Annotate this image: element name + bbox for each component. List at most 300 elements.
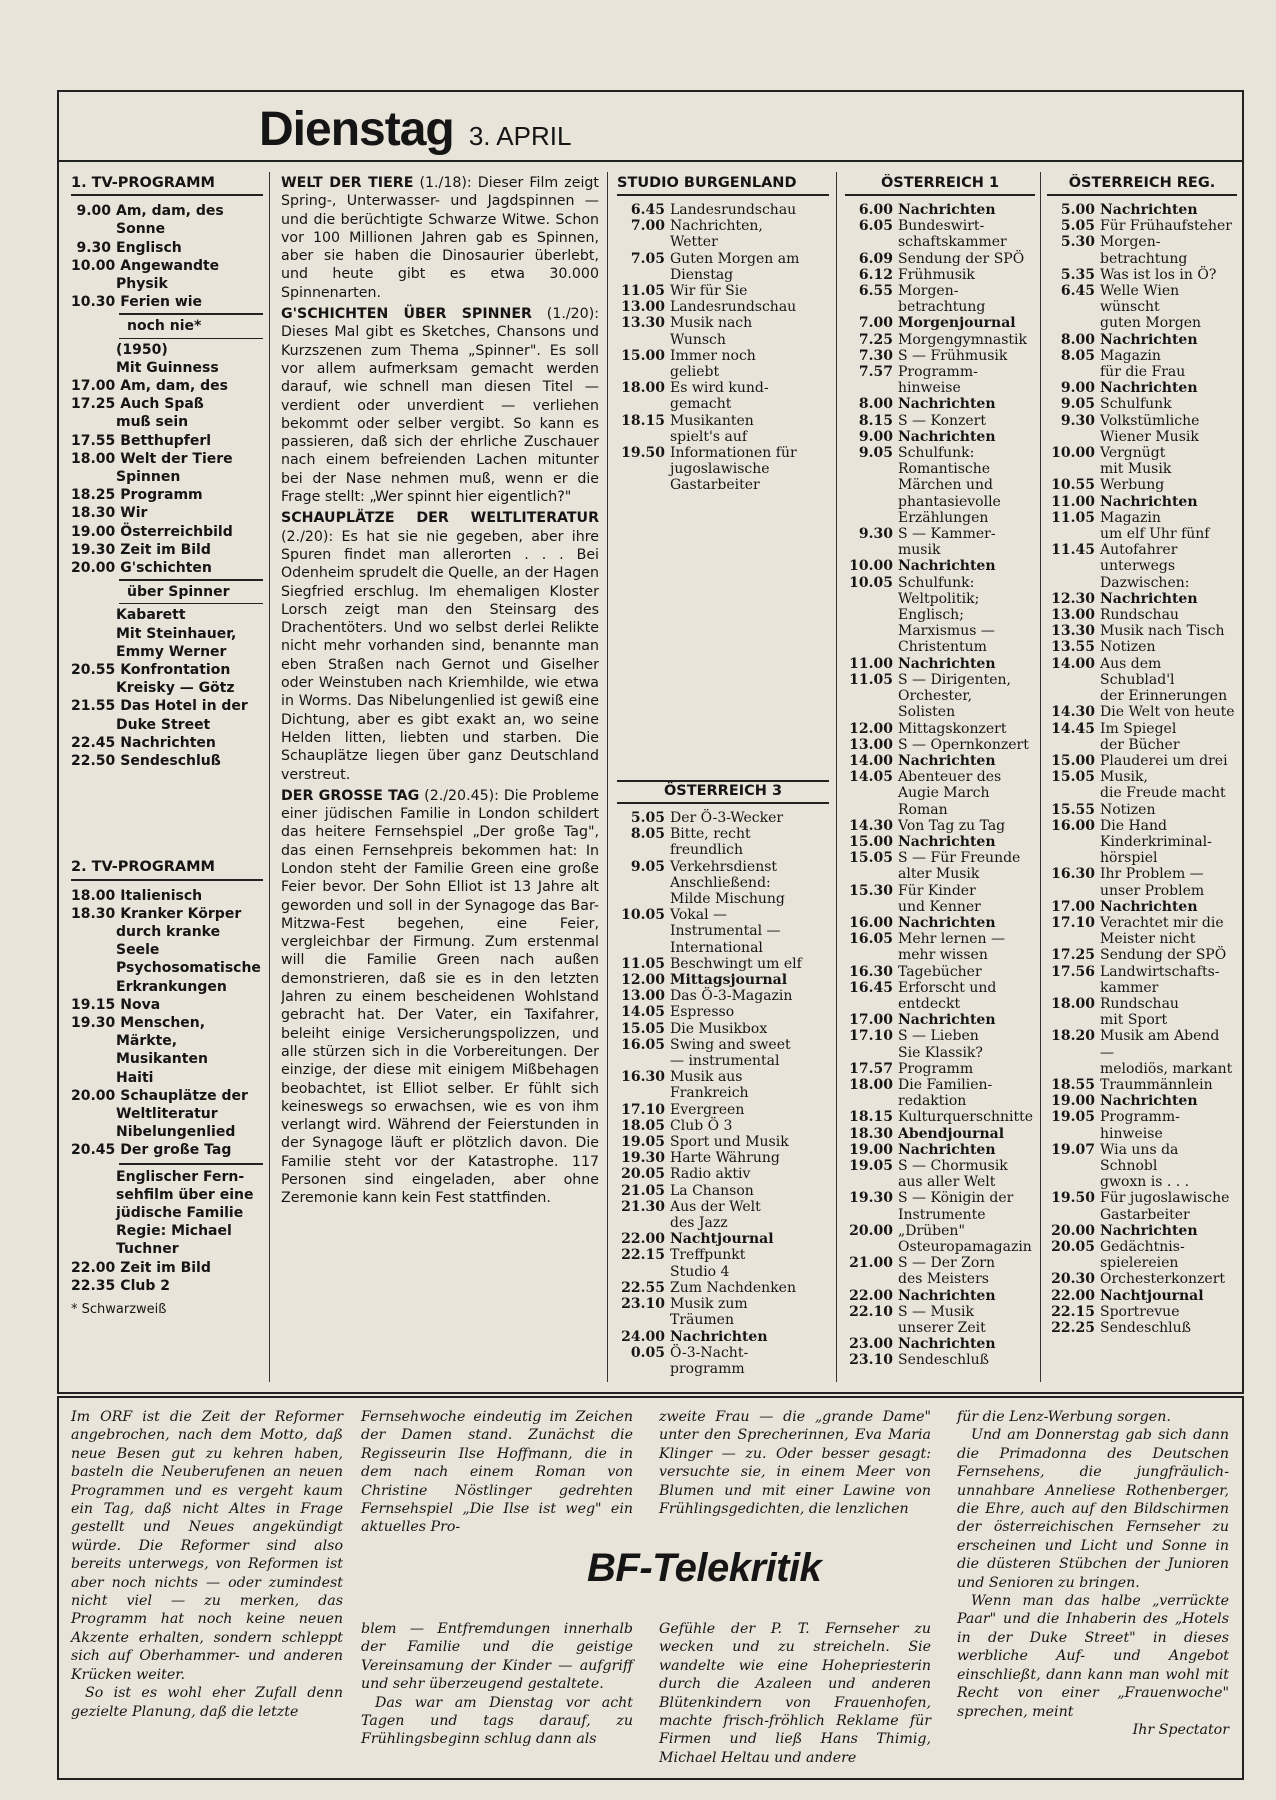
schedule-title: Der große Tag: [120, 1142, 232, 1159]
schedule-title: Österreichbild: [120, 523, 233, 540]
schedule-row: [617, 429, 829, 445]
schedule-title: Sendeschluß: [898, 1352, 990, 1369]
schedule-title: S — Frühmusik: [898, 347, 1008, 364]
schedule-row: [71, 661, 263, 679]
schedule-row: [617, 1199, 829, 1215]
schedule-title: Das Hotel in der: [120, 698, 248, 715]
schedule-time: [845, 607, 898, 623]
schedule-row: [1047, 737, 1237, 753]
schedule-row: [617, 1231, 829, 1247]
schedule-row: [845, 1336, 1035, 1352]
schedule-time: [845, 866, 898, 882]
schedule-title: Seele: [116, 942, 160, 959]
schedule-title: Instrumental —: [670, 923, 781, 940]
schedule-time: [845, 234, 898, 250]
schedule-row: [845, 542, 1035, 558]
schedule-row: [71, 1069, 263, 1087]
schedule-title: Tuchner: [116, 1241, 179, 1258]
schedule-title: Kinderkriminal-: [1100, 833, 1212, 850]
schedule-row: [845, 315, 1035, 331]
schedule-time: 16.30: [621, 1069, 665, 1086]
schedule-time: 16.05: [849, 931, 893, 948]
schedule-time: 11.05: [1051, 509, 1095, 526]
schedule-title: Autofahrer: [1100, 542, 1178, 559]
schedule-time: 12.00: [621, 972, 665, 989]
schedule-title: Für jugoslawische: [1100, 1190, 1230, 1207]
schedule-time: 6.00: [858, 202, 893, 218]
schedule-title: G'schichten: [120, 560, 212, 577]
schedule-row: [845, 818, 1035, 834]
critique-paragraph: Das war am Dienstag vor acht Tagen und tags darauf, zu Frühlingsbeginn schlug dann als: [361, 1694, 633, 1748]
schedule-title: Programm: [120, 487, 203, 504]
schedule-title: La Chanson: [670, 1182, 754, 1199]
schedule-title: Schulfunk:: [898, 445, 975, 462]
schedule-time: 11.00: [1051, 493, 1095, 510]
schedule-time: [1047, 785, 1100, 801]
schedule-title: Immer noch: [670, 347, 756, 364]
schedule-row: [845, 396, 1035, 412]
schedule-row: [617, 315, 829, 331]
schedule-time: 15.05: [849, 850, 893, 867]
schedule-time: 22.00: [621, 1231, 665, 1248]
schedule-row: [617, 332, 829, 348]
schedule-row: [71, 679, 263, 697]
schedule-row: [71, 978, 263, 996]
schedule-row: [1047, 964, 1237, 980]
schedule-row: [71, 1050, 263, 1068]
schedule-time: 19.00: [1051, 1093, 1095, 1110]
tv1-header: 1. TV-PROGRAMM: [71, 174, 263, 196]
schedule-title: des Meisters: [898, 1271, 989, 1288]
schedule-row: [1047, 542, 1237, 558]
schedule-row: [1047, 461, 1237, 477]
schedule-title: mit Sport: [1100, 1012, 1168, 1029]
schedule-title: Nachrichten: [898, 1336, 996, 1353]
schedule-title: gemacht: [670, 396, 732, 413]
schedule-title: Nachrichten: [1100, 898, 1198, 915]
schedule-row: [71, 486, 263, 504]
schedule-row: [1047, 688, 1237, 704]
schedule-row: [71, 1277, 263, 1295]
schedule-title: Wir für Sie: [670, 283, 748, 300]
schedule-title: Aus der Welt: [670, 1198, 761, 1215]
schedule-title: Die Hand: [1100, 817, 1167, 834]
schedule-row: [617, 1021, 829, 1037]
schedule-time: [845, 380, 898, 396]
schedule-time: 14.05: [621, 1004, 665, 1021]
schedule-title: Werbung: [1100, 477, 1165, 494]
schedule-title: Nachrichten: [1100, 331, 1198, 348]
schedule-title: Am, dam, des: [116, 203, 224, 220]
schedule-time: 11.05: [849, 671, 893, 688]
schedule-row: [71, 1240, 263, 1258]
schedule-title: Solisten: [898, 704, 956, 721]
critique-column-3: [659, 1408, 931, 1518]
schedule-title: Was ist los in Ö?: [1100, 266, 1217, 283]
schedule-row: [1047, 639, 1237, 655]
schedule-row: [1047, 607, 1237, 623]
schedule-row: [845, 1207, 1035, 1223]
schedule-time: 16.00: [1051, 817, 1095, 834]
schedule-row: [71, 541, 263, 559]
schedule-time: 22.15: [1051, 1303, 1095, 1320]
schedule-title: jüdische Familie: [116, 1204, 244, 1221]
schedule-title: Espresso: [670, 1004, 735, 1021]
schedule-row: [71, 905, 263, 923]
schedule-time: [71, 1105, 116, 1123]
schedule-title: Nachrichten: [1100, 493, 1198, 510]
schedule-title: redaktion: [898, 1093, 967, 1110]
schedule-title: Mit Guinness: [116, 359, 219, 376]
oe3-list: [617, 810, 829, 1377]
schedule-title: Welle Wien: [1100, 283, 1180, 300]
schedule-title: Kreisky — Götz: [116, 680, 235, 697]
schedule-title: Nachrichten: [898, 655, 996, 672]
critique-signature: Ihr Spectator: [1132, 1721, 1229, 1738]
schedule-row: [1047, 1288, 1237, 1304]
burgenland-column: [617, 174, 829, 494]
schedule-time: [845, 477, 898, 493]
schedule-time: 17.57: [849, 1060, 893, 1077]
schedule-time: 8.00: [858, 396, 893, 413]
schedule-row: [71, 504, 263, 522]
schedule-time: [845, 1207, 898, 1223]
schedule-title: S — Der Zorn: [898, 1255, 996, 1272]
schedule-time: 9.00: [858, 428, 893, 445]
schedule-row: [617, 956, 829, 972]
schedule-title: Beschwingt um elf: [670, 955, 802, 972]
schedule-time: 9.30: [1060, 412, 1095, 429]
schedule-row: [845, 413, 1035, 429]
schedule-row: [845, 575, 1035, 591]
schedule-time: 24.00: [621, 1328, 665, 1345]
schedule-title: musik: [898, 542, 941, 559]
schedule-time: 18.00: [71, 450, 116, 467]
schedule-time: [1047, 931, 1100, 947]
schedule-time: [617, 429, 670, 445]
schedule-row: [617, 380, 829, 396]
schedule-time: 18.55: [1051, 1076, 1095, 1093]
schedule-title: Anschließend:: [670, 874, 771, 891]
schedule-time: 20.45: [71, 1142, 116, 1159]
schedule-row: [1047, 429, 1237, 445]
schedule-title: Magazin: [1100, 347, 1161, 364]
schedule-title: S — Lieben: [898, 1028, 979, 1045]
schedule-time: 9.05: [858, 445, 893, 462]
schedule-title: Kabarett: [116, 607, 186, 624]
schedule-row: [617, 1345, 829, 1361]
schedule-title: Kranker Körper: [120, 905, 242, 922]
burgenland-list: [617, 202, 829, 494]
schedule-time: [1047, 429, 1100, 445]
schedule-title: Musik nach Tisch: [1100, 623, 1225, 640]
schedule-time: [71, 275, 116, 293]
column-divider: [1040, 172, 1041, 1382]
schedule-title: Mittagsjournal: [670, 972, 788, 989]
schedule-row: [617, 218, 829, 234]
schedule-time: 18.00: [849, 1076, 893, 1093]
schedule-time: 7.00: [858, 315, 893, 332]
schedule-time: 11.05: [621, 955, 665, 972]
schedule-row: [845, 1223, 1035, 1239]
schedule-row: [1047, 721, 1237, 737]
schedule-title: Programm-: [898, 364, 978, 381]
schedule-row: [617, 348, 829, 364]
schedule-row: [617, 1312, 829, 1328]
schedule-title: Nachrichten: [898, 833, 996, 850]
schedule-title: Studio 4: [670, 1263, 730, 1280]
schedule-time: 19.30: [849, 1190, 893, 1207]
schedule-title: Englisch;: [898, 607, 964, 624]
schedule-title: Nachtjournal: [1100, 1287, 1204, 1304]
schedule-time: [1047, 1207, 1100, 1223]
schedule-title: Wiener Musik: [1100, 428, 1199, 445]
schedule-row: [617, 396, 829, 412]
schedule-row: [845, 380, 1035, 396]
schedule-title: S — Konzert: [898, 412, 986, 429]
schedule-row: [71, 716, 263, 734]
schedule-time: [845, 1093, 898, 1109]
article-title: G'SCHICHTEN ÜBER SPINNER: [281, 306, 532, 323]
schedule-time: 13.00: [621, 299, 665, 316]
schedule-time: 8.05: [1060, 347, 1095, 364]
schedule-row: [1047, 526, 1237, 542]
schedule-row: [845, 429, 1035, 445]
schedule-row: [1047, 996, 1237, 1012]
schedule-time: [71, 643, 116, 661]
schedule-time: 15.05: [621, 1020, 665, 1037]
schedule-time: 17.00: [1051, 898, 1095, 915]
schedule-time: 18.20: [1051, 1028, 1095, 1045]
schedule-title: Ö-3-Nacht-: [670, 1344, 749, 1361]
schedule-time: [617, 940, 670, 956]
schedule-row: [71, 432, 263, 450]
schedule-row: [845, 1126, 1035, 1142]
schedule-title: jugoslawische: [670, 461, 770, 478]
schedule-title: Welt der Tiere: [120, 450, 233, 467]
schedule-time: 17.00: [71, 378, 116, 395]
schedule-row: [845, 964, 1035, 980]
schedule-row: [71, 1014, 263, 1032]
schedule-time: 9.00: [1060, 380, 1095, 397]
schedule-row: [71, 413, 263, 431]
schedule-row: [1047, 267, 1237, 283]
schedule-time: [1047, 1255, 1100, 1271]
schedule-time: [845, 802, 898, 818]
schedule-time: [845, 591, 898, 607]
schedule-row: [1047, 866, 1237, 882]
schedule-title: — instrumental: [670, 1053, 780, 1070]
schedule-row: [845, 494, 1035, 510]
schedule-title: Marxismus —: [898, 623, 995, 640]
schedule-row: [71, 1259, 263, 1277]
schedule-time: 18.00: [1051, 995, 1095, 1012]
schedule-title: Augie March: [898, 785, 990, 802]
schedule-time: 18.25: [71, 487, 116, 504]
schedule-row: [71, 468, 263, 486]
schedule-row: [845, 1255, 1035, 1271]
schedule-title: Vergnügt: [1100, 445, 1166, 462]
schedule-title: Frankreich: [670, 1085, 749, 1102]
schedule-title: Nachrichten: [1100, 1222, 1198, 1239]
schedule-row: [845, 996, 1035, 1012]
schedule-row: [617, 413, 829, 429]
schedule-row: [617, 940, 829, 956]
schedule-row: [617, 283, 829, 299]
schedule-title: Spinnen: [116, 469, 181, 486]
tv1-list: [71, 202, 263, 311]
schedule-time: [71, 625, 116, 643]
schedule-row: [845, 1158, 1035, 1174]
schedule-row: [617, 972, 829, 988]
article-body: (1./18): Dieser Film zeigt Spring-, Unterwasser- und Jagdspinnen — und die berüchtigte Schwarze Witwe. Schon vor 100 Millionen Jahren gab es Spinnen, aber sie haben die Dinosaurier überlebt, und heute gibt es etwa 30.000 Spinnenarten.: [281, 175, 599, 301]
schedule-title: Evergreen: [670, 1101, 745, 1118]
schedule-title: Radio aktiv: [670, 1166, 751, 1183]
schedule-time: [845, 494, 898, 510]
schedule-row: [845, 883, 1035, 899]
schedule-time: [617, 1085, 670, 1101]
schedule-title: Schulfunk: [1100, 396, 1172, 413]
schedule-title: Sie Klassik?: [898, 1044, 983, 1061]
schedule-time: 13.00: [849, 736, 893, 753]
schedule-time: 17.55: [71, 432, 116, 449]
schedule-time: 20.05: [621, 1166, 665, 1183]
schedule-row: [617, 445, 829, 461]
schedule-time: 14.45: [1051, 720, 1095, 737]
schedule-time: [1047, 461, 1100, 477]
schedule-time: 17.56: [1051, 963, 1095, 980]
schedule-title: Dazwischen:: [1100, 574, 1190, 591]
schedule-title: Nachrichten: [670, 1328, 768, 1345]
schedule-row: [845, 688, 1035, 704]
schedule-row: [71, 377, 263, 395]
schedule-time: 22.35: [71, 1277, 116, 1294]
schedule-title: Nachrichten: [1100, 202, 1198, 218]
schedule-time: 5.05: [630, 810, 665, 826]
schedule-title: Zum Nachdenken: [670, 1279, 796, 1296]
schedule-row: [1047, 1126, 1237, 1142]
schedule-time: 16.05: [621, 1036, 665, 1053]
schedule-row: [71, 523, 263, 541]
schedule-row: [845, 299, 1035, 315]
schedule-row: [1047, 1207, 1237, 1223]
programme-article: [281, 174, 599, 302]
schedule-time: [71, 716, 116, 734]
schedule-title: Nachrichten: [1100, 380, 1198, 397]
schedule-row: [1047, 623, 1237, 639]
schedule-row: [1047, 980, 1237, 996]
schedule-title: Haiti: [116, 1069, 154, 1086]
schedule-time: [71, 1123, 116, 1141]
burgenland-header: STUDIO BURGENLAND: [617, 174, 829, 196]
schedule-time: [845, 704, 898, 720]
schedule-time: 9.05: [630, 858, 665, 875]
schedule-row: [845, 510, 1035, 526]
schedule-title: Duke Street: [116, 716, 211, 733]
schedule-row: [845, 1304, 1035, 1320]
schedule-title: Morgen-: [898, 283, 959, 300]
schedule-title: Musik aus: [670, 1069, 743, 1086]
schedule-title: S — Königin der: [898, 1190, 1014, 1207]
schedule-row: [1047, 915, 1237, 931]
schedule-time: 11.00: [849, 655, 893, 672]
schedule-row: [845, 283, 1035, 299]
schedule-row: [71, 1204, 263, 1222]
schedule-row: [845, 931, 1035, 947]
footnote: * Schwarzweiß: [71, 1301, 167, 1317]
schedule-row: [71, 275, 263, 293]
schedule-row: [617, 1280, 829, 1296]
schedule-title: Gastarbeiter: [1100, 1206, 1190, 1223]
schedule-row: [1047, 477, 1237, 493]
schedule-time: [617, 332, 670, 348]
schedule-time: [617, 875, 670, 891]
schedule-row: [71, 257, 263, 275]
schedule-title: Nachrichten: [898, 1287, 996, 1304]
schedule-time: 7.25: [858, 331, 893, 348]
schedule-time: 22.50: [71, 753, 116, 770]
schedule-time: 15.55: [1051, 801, 1095, 818]
schedule-title: Treffpunkt: [670, 1247, 746, 1264]
schedule-time: 7.57: [858, 364, 893, 381]
schedule-time: [71, 941, 116, 959]
schedule-row: [845, 1288, 1035, 1304]
critique-column-2b: [361, 1620, 633, 1749]
schedule-row: [617, 1085, 829, 1101]
schedule-title: mit Musik: [1100, 461, 1172, 478]
schedule-time: 19.00: [71, 523, 116, 540]
schedule-title: Mehr lernen —: [898, 931, 1006, 948]
schedule-title: Volkstümliche: [1100, 412, 1200, 429]
critique-column-3b: [659, 1620, 931, 1767]
schedule-time: 7.00: [630, 218, 665, 235]
schedule-time: [71, 1050, 116, 1068]
schedule-time: 14.00: [849, 752, 893, 769]
schedule-title: Club 2: [120, 1277, 170, 1294]
schedule-time: 7.30: [858, 347, 893, 364]
schedule-time: 20.05: [1051, 1239, 1095, 1255]
schedule-row: [845, 607, 1035, 623]
schedule-title: Morgenjournal: [898, 315, 1016, 332]
schedule-title: guten Morgen: [1100, 315, 1202, 332]
schedule-time: 20.30: [1051, 1271, 1095, 1288]
schedule-title: Programm: [898, 1060, 974, 1077]
schedule-time: 5.30: [1060, 234, 1095, 251]
critique-paragraph: blem — Entfremdungen innerhalb der Familie und die geistige Vereinsamung der Kinder — aufgriff und sehr überzeugend gestaltete.: [361, 1621, 633, 1693]
tv1-list-3: [71, 606, 263, 770]
tv-programme-column: [71, 174, 263, 1319]
schedule-time: [71, 978, 116, 996]
schedule-time: [1047, 526, 1100, 542]
schedule-title: S — Chormusik: [898, 1157, 1008, 1174]
schedule-row: [845, 267, 1035, 283]
programme-article: [281, 787, 599, 1208]
schedule-time: 8.15: [858, 412, 893, 429]
schedule-time: 10.55: [1051, 477, 1095, 494]
schedule-row: [1047, 364, 1237, 380]
schedule-row: [1047, 947, 1237, 963]
schedule-title: Schulfunk:: [898, 574, 975, 591]
schedule-row: [71, 1168, 263, 1186]
schedule-time: [1047, 1012, 1100, 1028]
schedule-title: Betthupferl: [120, 432, 212, 449]
schedule-row: [617, 477, 829, 493]
schedule-time: 5.35: [1060, 266, 1095, 283]
schedule-title: S — Opernkonzert: [898, 736, 1029, 753]
schedule-row: [845, 899, 1035, 915]
schedule-title: Meister nicht: [1100, 931, 1196, 948]
schedule-title: Märchen und: [898, 477, 993, 494]
